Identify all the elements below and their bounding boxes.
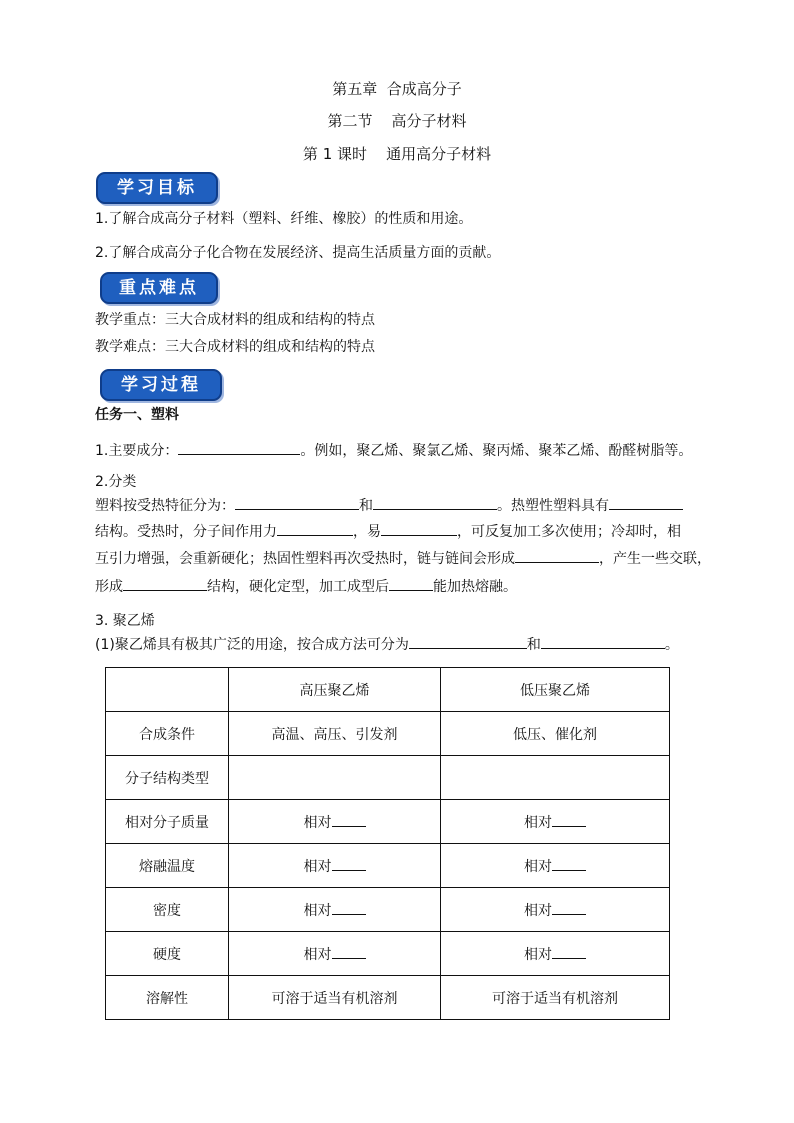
table-cell <box>441 800 670 844</box>
text: 结构，硬化定型，加工成型后 <box>207 579 389 595</box>
table-cell <box>441 888 670 932</box>
text: 塑料按受热特征分为： <box>95 498 235 514</box>
text: 形成 <box>95 579 123 595</box>
fill-blank[interactable] <box>389 576 433 591</box>
learning-process-badge: 学习过程 <box>100 369 222 401</box>
fill-blank[interactable] <box>381 521 457 536</box>
goal-1: 1.了解合成高分子材料（塑料、纤维、橡胶）的性质和用途。 <box>95 211 473 227</box>
fill-blank[interactable] <box>332 857 366 871</box>
fill-blank[interactable] <box>332 901 366 915</box>
table-cell <box>441 932 670 976</box>
cell-text: 相对 <box>524 946 552 963</box>
fill-blank[interactable] <box>332 813 366 827</box>
classification-label: 2.分类 <box>95 474 137 490</box>
section-title: 第二节 高分子材料 <box>327 112 467 130</box>
paragraph-line-1 <box>95 495 683 515</box>
polyethylene-comparison-table <box>105 667 670 1020</box>
text: 能加热熔融。 <box>433 579 517 595</box>
text: 结构。受热时，分子间作用力 <box>95 524 277 540</box>
text: 和 <box>526 637 541 653</box>
cell-text: 相对 <box>524 858 552 875</box>
fill-blank[interactable] <box>552 945 586 959</box>
text: 互引力增强，会重新硬化；热固性塑料再次受热时，链与链间会形成 <box>95 551 515 567</box>
fill-blank[interactable] <box>552 813 586 827</box>
cell-text: 相对 <box>303 946 332 963</box>
fill-blank[interactable] <box>373 495 497 510</box>
fill-blank[interactable] <box>609 495 683 510</box>
row-label: 合成条件 <box>106 712 229 756</box>
table-cell[interactable] <box>441 756 670 800</box>
paragraph-line-3 <box>95 548 711 568</box>
key-point-2: 教学难点：三大合成材料的组成和结构的特点 <box>95 339 375 355</box>
table-row <box>106 712 670 756</box>
text: 。例如，聚乙烯、聚氯乙烯、聚丙烯、聚苯乙烯、酚醛树脂等。 <box>300 443 693 459</box>
table-row <box>106 756 670 800</box>
polyethylene-heading: 3. 聚乙烯 <box>95 613 155 629</box>
text: 和 <box>359 498 373 514</box>
cell-text: 相对 <box>303 858 332 875</box>
table-cell: 可溶于适当有机溶剂 <box>229 976 441 1020</box>
table-header-row <box>106 668 670 712</box>
text: (1)聚乙烯具有极其广泛的用途，按合成方法可分为 <box>95 637 409 653</box>
learning-goals-badge: 学习目标 <box>96 172 218 204</box>
lesson-title: 第 1 课时 通用高分子材料 <box>302 145 492 163</box>
row-label: 硬度 <box>106 932 229 976</box>
key-point-1: 教学重点：三大合成材料的组成和结构的特点 <box>95 312 375 328</box>
cell-text: 相对 <box>524 814 552 831</box>
fill-blank[interactable] <box>541 634 665 649</box>
table-cell <box>229 932 441 976</box>
text: 。热塑性塑料具有 <box>497 498 609 514</box>
fill-blank[interactable] <box>178 440 300 455</box>
cell-text: 相对 <box>303 902 332 919</box>
row-label: 密度 <box>106 888 229 932</box>
paragraph-line-4 <box>95 576 517 596</box>
table-cell: 可溶于适当有机溶剂 <box>441 976 670 1020</box>
cell-text: 相对 <box>524 902 552 919</box>
table-cell <box>441 844 670 888</box>
table-cell: 低压、催化剂 <box>441 712 670 756</box>
table-cell: 高温、高压、引发剂 <box>229 712 441 756</box>
header-cell: 高压聚乙烯 <box>229 668 441 712</box>
fill-blank[interactable] <box>515 548 599 563</box>
key-points-badge: 重点难点 <box>100 272 218 304</box>
header-cell: 低压聚乙烯 <box>441 668 670 712</box>
table-row <box>106 888 670 932</box>
text: ，易 <box>353 524 381 540</box>
text: 1.主要成分： <box>95 443 179 459</box>
main-component-line <box>95 440 692 460</box>
fill-blank[interactable] <box>409 634 527 649</box>
table-row <box>106 800 670 844</box>
row-label: 分子结构类型 <box>106 756 229 800</box>
header-cell <box>106 668 229 712</box>
fill-blank[interactable] <box>552 901 586 915</box>
fill-blank[interactable] <box>235 495 359 510</box>
chapter-title: 第五章 合成高分子 <box>332 80 462 98</box>
fill-blank[interactable] <box>123 576 207 591</box>
row-label: 相对分子质量 <box>106 800 229 844</box>
cell-text: 相对 <box>303 814 332 831</box>
polyethylene-question <box>95 634 679 654</box>
goal-2: 2.了解合成高分子化合物在发展经济、提高生活质量方面的贡献。 <box>95 245 501 261</box>
table-cell <box>229 844 441 888</box>
fill-blank[interactable] <box>277 521 353 536</box>
text: ，可反复加工多次使用；冷却时，相 <box>457 524 681 540</box>
table-row <box>106 976 670 1020</box>
table-cell <box>229 888 441 932</box>
task1-heading: 任务一、塑料 <box>95 407 179 423</box>
row-label: 溶解性 <box>106 976 229 1020</box>
table-cell <box>229 800 441 844</box>
text: ，产生一些交联， <box>599 551 711 567</box>
table-row <box>106 932 670 976</box>
table-cell[interactable] <box>229 756 441 800</box>
paragraph-line-2 <box>95 521 681 541</box>
row-label: 熔融温度 <box>106 844 229 888</box>
table-row <box>106 844 670 888</box>
text: 。 <box>664 637 679 653</box>
fill-blank[interactable] <box>332 945 366 959</box>
fill-blank[interactable] <box>552 857 586 871</box>
